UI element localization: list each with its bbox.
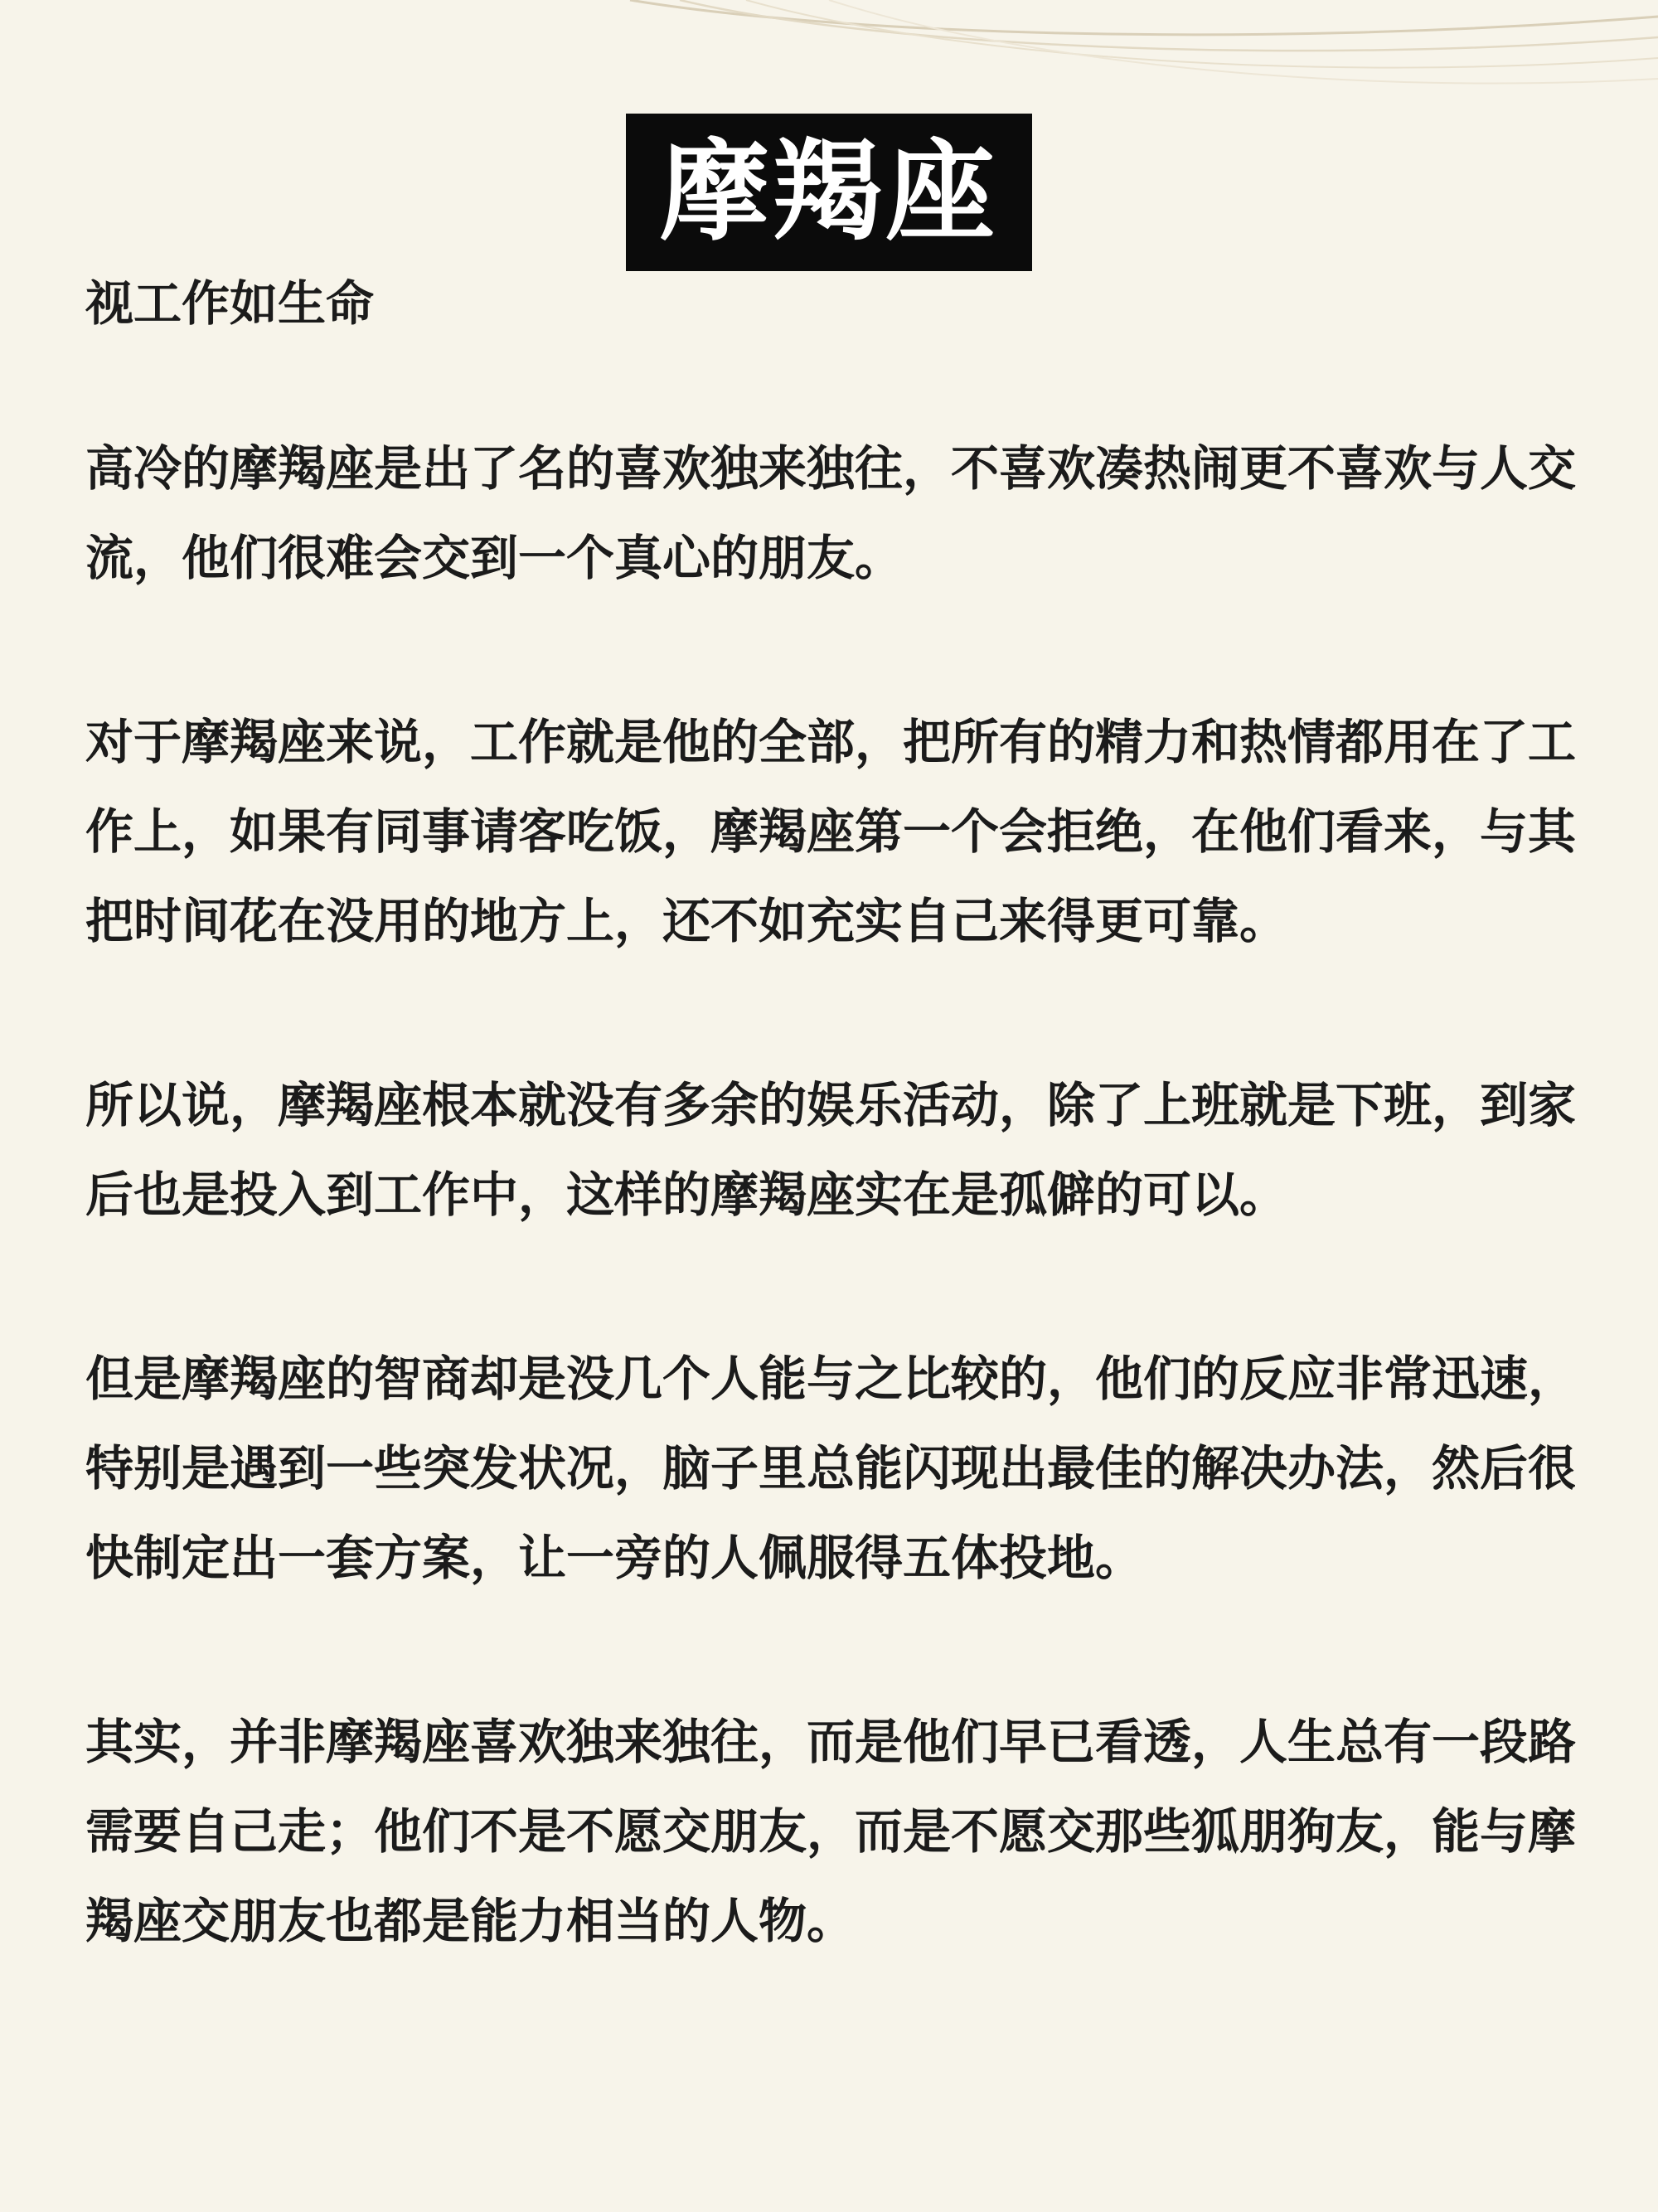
- article-body: [85, 270, 1578, 1966]
- paragraph-3: 所以说，摩羯座根本就没有多余的娱乐活动，除了上班就是下班，到家后也是投入到工作中，这样的摩羯座实在是孤僻的可以。: [85, 1077, 1577, 1223]
- title-banner: [626, 114, 1032, 271]
- page-title: 摩羯座: [660, 129, 998, 256]
- paragraph-4: 但是摩羯座的智商却是没几个人能与之比较的，他们的反应非常迅速，特别是遇到一些突发状况，脑子里总能闪现出最佳的解决办法，然后很快制定出一套方案，让一旁的人佩服得五体投地。: [85, 1351, 1577, 1586]
- decorative-curves: [0, 0, 1658, 133]
- paragraph-1: 高冷的摩羯座是出了名的喜欢独来独往，不喜欢凑热闹更不喜欢与人交流，他们很难会交到一个真心的朋友。: [85, 440, 1577, 586]
- paragraph-2: 对于摩羯座来说，工作就是他的全部，把所有的精力和热情都用在了工作上，如果有同事请客吃饭，摩羯座第一个会拒绝，在他们看来，与其把时间花在没用的地方上，还不如充实自己来得更可靠。: [85, 714, 1577, 949]
- paragraph-5: 其实，并非摩羯座喜欢独来独往，而是他们早已看透，人生总有一段路需要自己走；他们不是不愿交朋友，而是不愿交那些狐朋狗友，能与摩羯座交朋友也都是能力相当的人物。: [85, 1714, 1577, 1949]
- subtitle: 视工作如生命: [85, 275, 375, 332]
